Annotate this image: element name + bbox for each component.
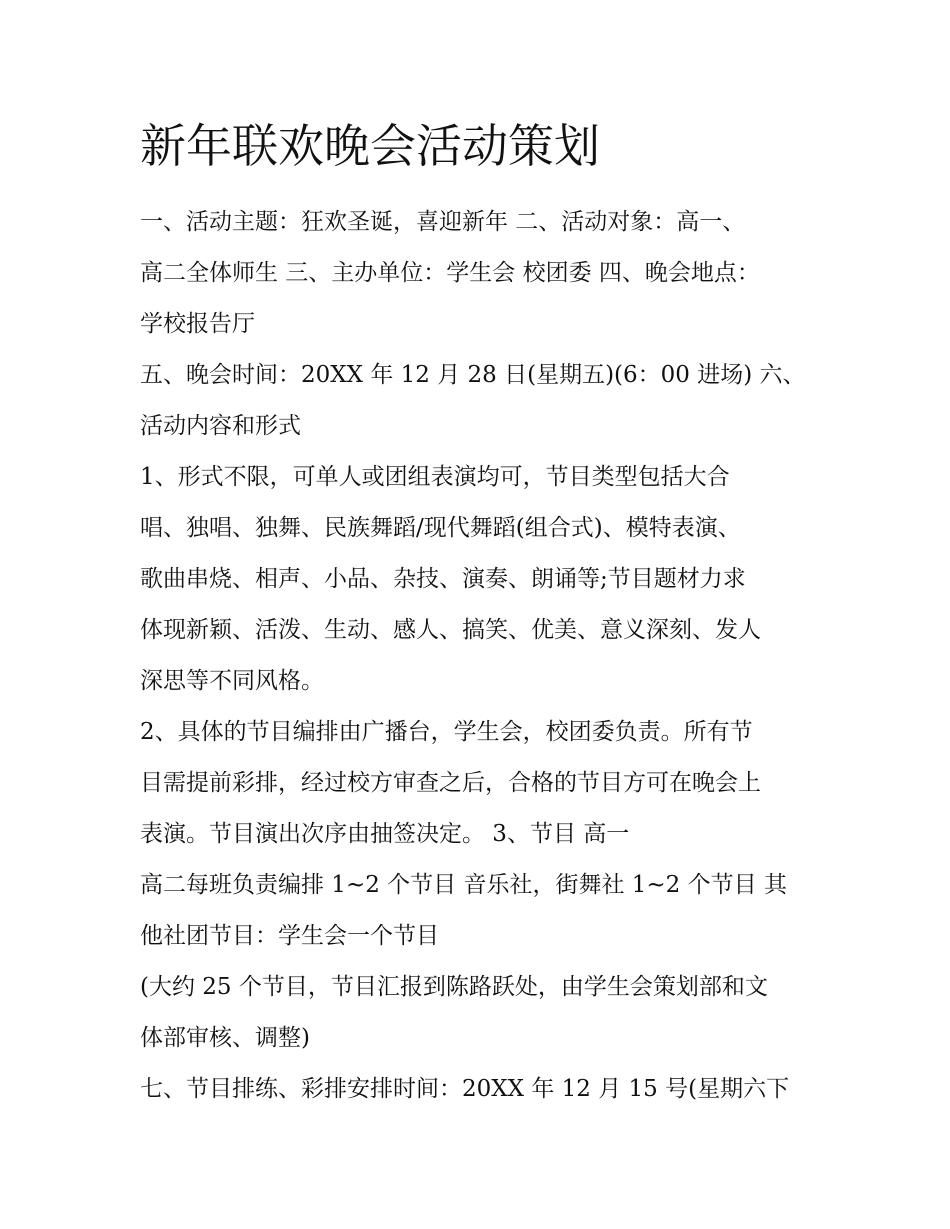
text-line: (大约 25 个节目，节目汇报到陈路跃处，由学生会策划部和文 <box>140 974 768 1000</box>
text-line: 学校报告厅 <box>140 311 255 337</box>
text-line: 活动内容和形式 <box>140 413 301 439</box>
text-line: 2、具体的节目编排由广播台，学生会，校团委负责。所有节 <box>140 719 753 745</box>
text-line: 五、晚会时间：20XX 年 12 月 28 日(星期五)(6：00 进场) 六、 <box>140 362 806 388</box>
document-title: 新年联欢晚会活动策划 <box>140 119 600 173</box>
text-line: 高二全体师生 三、主办单位：学生会 校团委 四、晚会地点： <box>140 260 760 286</box>
text-line: 目需提前彩排，经过校方审查之后，合格的节目方可在晚会上 <box>140 770 761 796</box>
text-line: 体部审核、调整) <box>140 1025 310 1051</box>
text-line: 七、节目排练、彩排安排时间：20XX 年 12 月 15 号(星期六下 <box>140 1076 790 1102</box>
text-line: 歌曲串烧、相声、小品、杂技、演奏、朗诵等;节目题材力求 <box>140 566 746 592</box>
text-line: 唱、独唱、独舞、民族舞蹈/现代舞蹈(组合式)、模特表演、 <box>140 515 741 541</box>
text-line: 1、形式不限，可单人或团组表演均可，节目类型包括大合 <box>140 464 730 490</box>
text-line: 深思等不同风格。 <box>140 668 324 694</box>
text-line: 体现新颖、活泼、生动、感人、搞笑、优美、意义深刻、发人 <box>140 617 761 643</box>
text-line: 一、活动主题：狂欢圣诞，喜迎新年 二、活动对象：高一、 <box>140 209 746 235</box>
text-line: 他社团节目：学生会一个节目 <box>140 923 439 949</box>
text-line: 高二每班负责编排 1~2 个节目 音乐社，街舞社 1~2 个节目 其 <box>140 872 787 898</box>
text-line: 表演。节目演出次序由抽签决定。 3、节目 高一 <box>140 821 630 847</box>
